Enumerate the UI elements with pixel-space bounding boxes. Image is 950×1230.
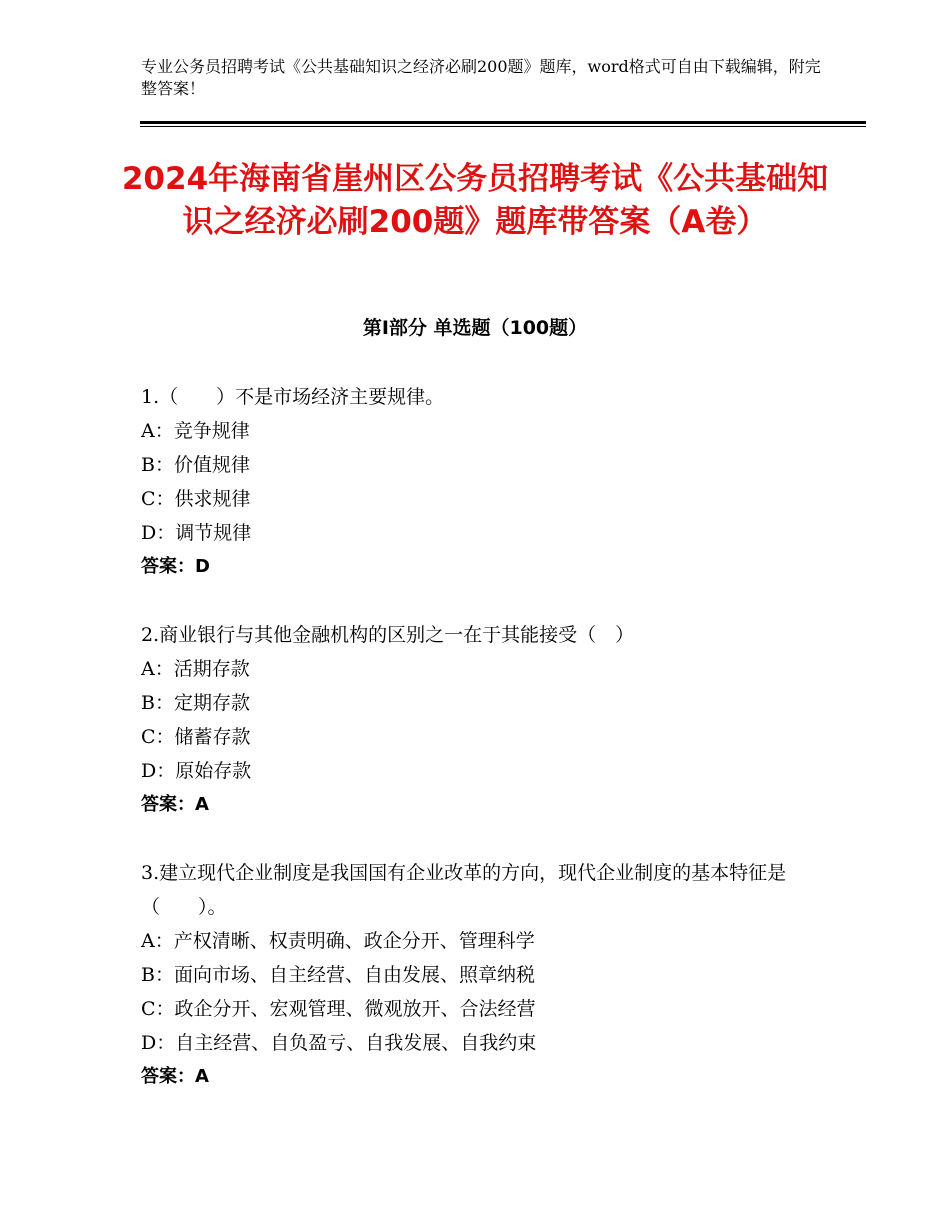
option-c: C：政企分开、宏观管理、微观放开、合法经营 — [141, 998, 536, 1020]
option-d: D：自主经营、自负盈亏、自我发展、自我约束 — [141, 1032, 537, 1054]
page-header-note: 专业公务员招聘考试《公共基础知识之经济必刷200题》题库，word格式可自由下载编辑，附完整答案！ — [141, 57, 821, 98]
option-c: C：供求规律 — [141, 488, 251, 510]
option-b: B：面向市场、自主经营、自由发展、照章纳税 — [141, 964, 535, 986]
header-divider-thin — [140, 126, 866, 127]
option-a: A：活期存款 — [141, 658, 250, 680]
option-d: D：调节规律 — [141, 522, 252, 544]
option-c: C：储蓄存款 — [141, 726, 251, 748]
question-stem: 3.建立现代企业制度是我国国有企业改革的方向，现代企业制度的基本特征是（ ）。 — [141, 862, 787, 918]
option-a: A：产权清晰、权责明确、政企分开、管理科学 — [141, 930, 535, 952]
header-divider-thick — [140, 121, 866, 124]
option-d: D：原始存款 — [141, 760, 252, 782]
question-3 — [141, 856, 821, 1094]
question-list — [141, 380, 821, 1128]
question-1 — [141, 380, 821, 584]
answer-label: 答案：A — [141, 1066, 209, 1087]
option-b: B：定期存款 — [141, 692, 250, 714]
question-stem: 2.商业银行与其他金融机构的区别之一在于其能接受（ ） — [141, 624, 635, 646]
section-title: 第Ⅰ部分 单选题（100题） — [362, 317, 588, 339]
question-stem: 1.（ ）不是市场经济主要规律。 — [141, 386, 445, 408]
document-title: 2024年海南省崖州区公务员招聘考试《公共基础知识之经济必刷200题》题库带答案（A卷） — [121, 161, 829, 240]
option-a: A：竞争规律 — [141, 420, 250, 442]
question-2 — [141, 618, 821, 822]
answer-label: 答案：A — [141, 794, 209, 815]
answer-label: 答案：D — [141, 556, 210, 577]
option-b: B：价值规律 — [141, 454, 250, 476]
